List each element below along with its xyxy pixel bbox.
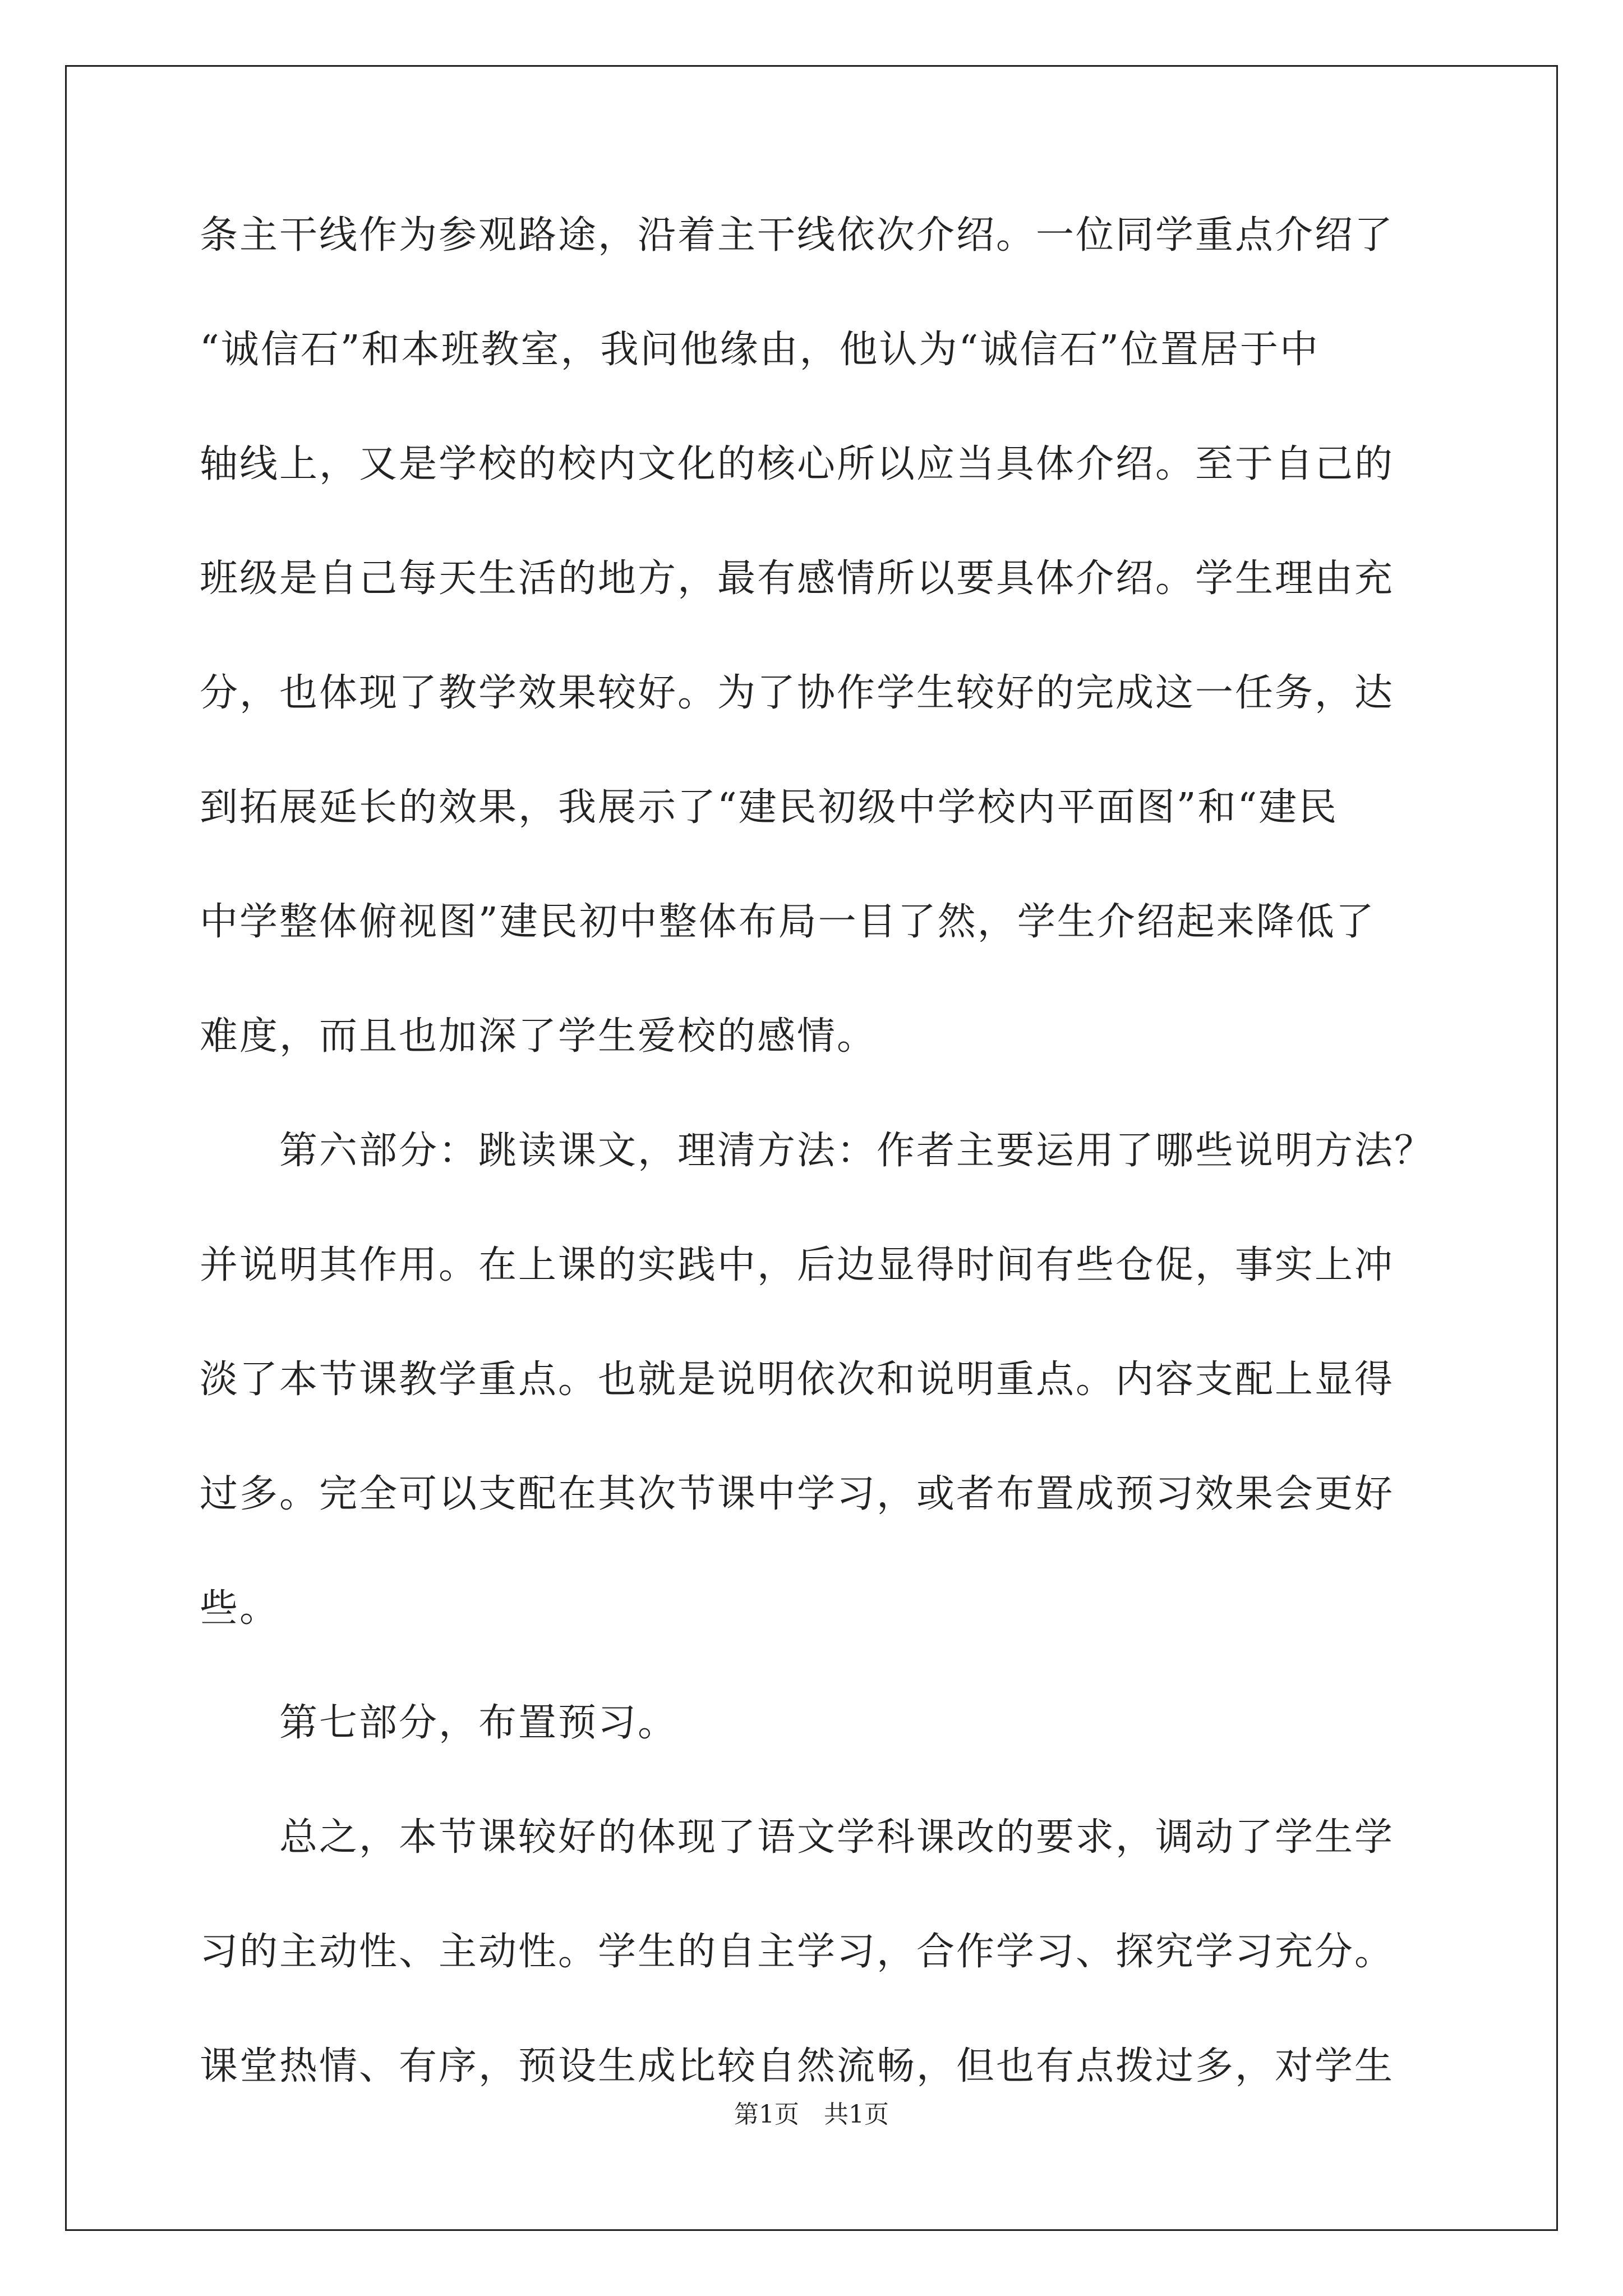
text-line: 些。	[200, 1586, 280, 1631]
text-line: 班级是自己每天生活的地方，最有感情所以要具体介绍。学生理由充	[200, 556, 1395, 601]
text-line: 课堂热情、有序，预设生成比较自然流畅，但也有点拨过多，对学生	[200, 2044, 1395, 2088]
text-line: 分，也体现了教学效果较好。为了协作学生较好的完成这一任务，达	[200, 671, 1395, 715]
text-line: 过多。完全可以支配在其次节课中学习，或者布置成预习效果会更好	[200, 1472, 1395, 1516]
text-line: 轴线上，又是学校的校内文化的核心所以应当具体介绍。至于自己的	[200, 442, 1395, 486]
text-line: “诚信石”和本班教室，我问他缘由，他认为“诚信石”位置居于中	[200, 328, 1320, 372]
text-line: 条主干线作为参观路途，沿着主干线依次介绍。一位同学重点介绍了	[200, 213, 1395, 257]
text-line: 第六部分：跳读课文，理清方法：作者主要运用了哪些说明方法？	[200, 1129, 1435, 1173]
text-line: 难度，而且也加深了学生爱校的感情。	[200, 1014, 877, 1059]
text-line: 到拓展延长的效果，我展示了“建民初级中学校内平面图”和“建民	[200, 785, 1339, 830]
text-line: 中学整体俯视图”建民初中整体布局一目了然，学生介绍起来降低了	[200, 900, 1376, 944]
text-line: 并说明其作用。在上课的实践中，后边显得时间有些仓促，事实上冲	[200, 1243, 1395, 1287]
text-line: 淡了本节课教学重点。也就是说明依次和说明重点。内容支配上显得	[200, 1358, 1395, 1402]
text-line: 总之，本节课较好的体现了语文学科课改的要求，调动了学生学	[200, 1815, 1395, 1860]
document-body	[200, 178, 1433, 2124]
text-line: 第七部分，布置预习。	[200, 1701, 678, 1745]
page-number-footer: 第1页 共1页	[734, 2100, 889, 2129]
text-line: 习的主动性、主动性。学生的自主学习，合作学习、探究学习充分。	[200, 1930, 1395, 1974]
